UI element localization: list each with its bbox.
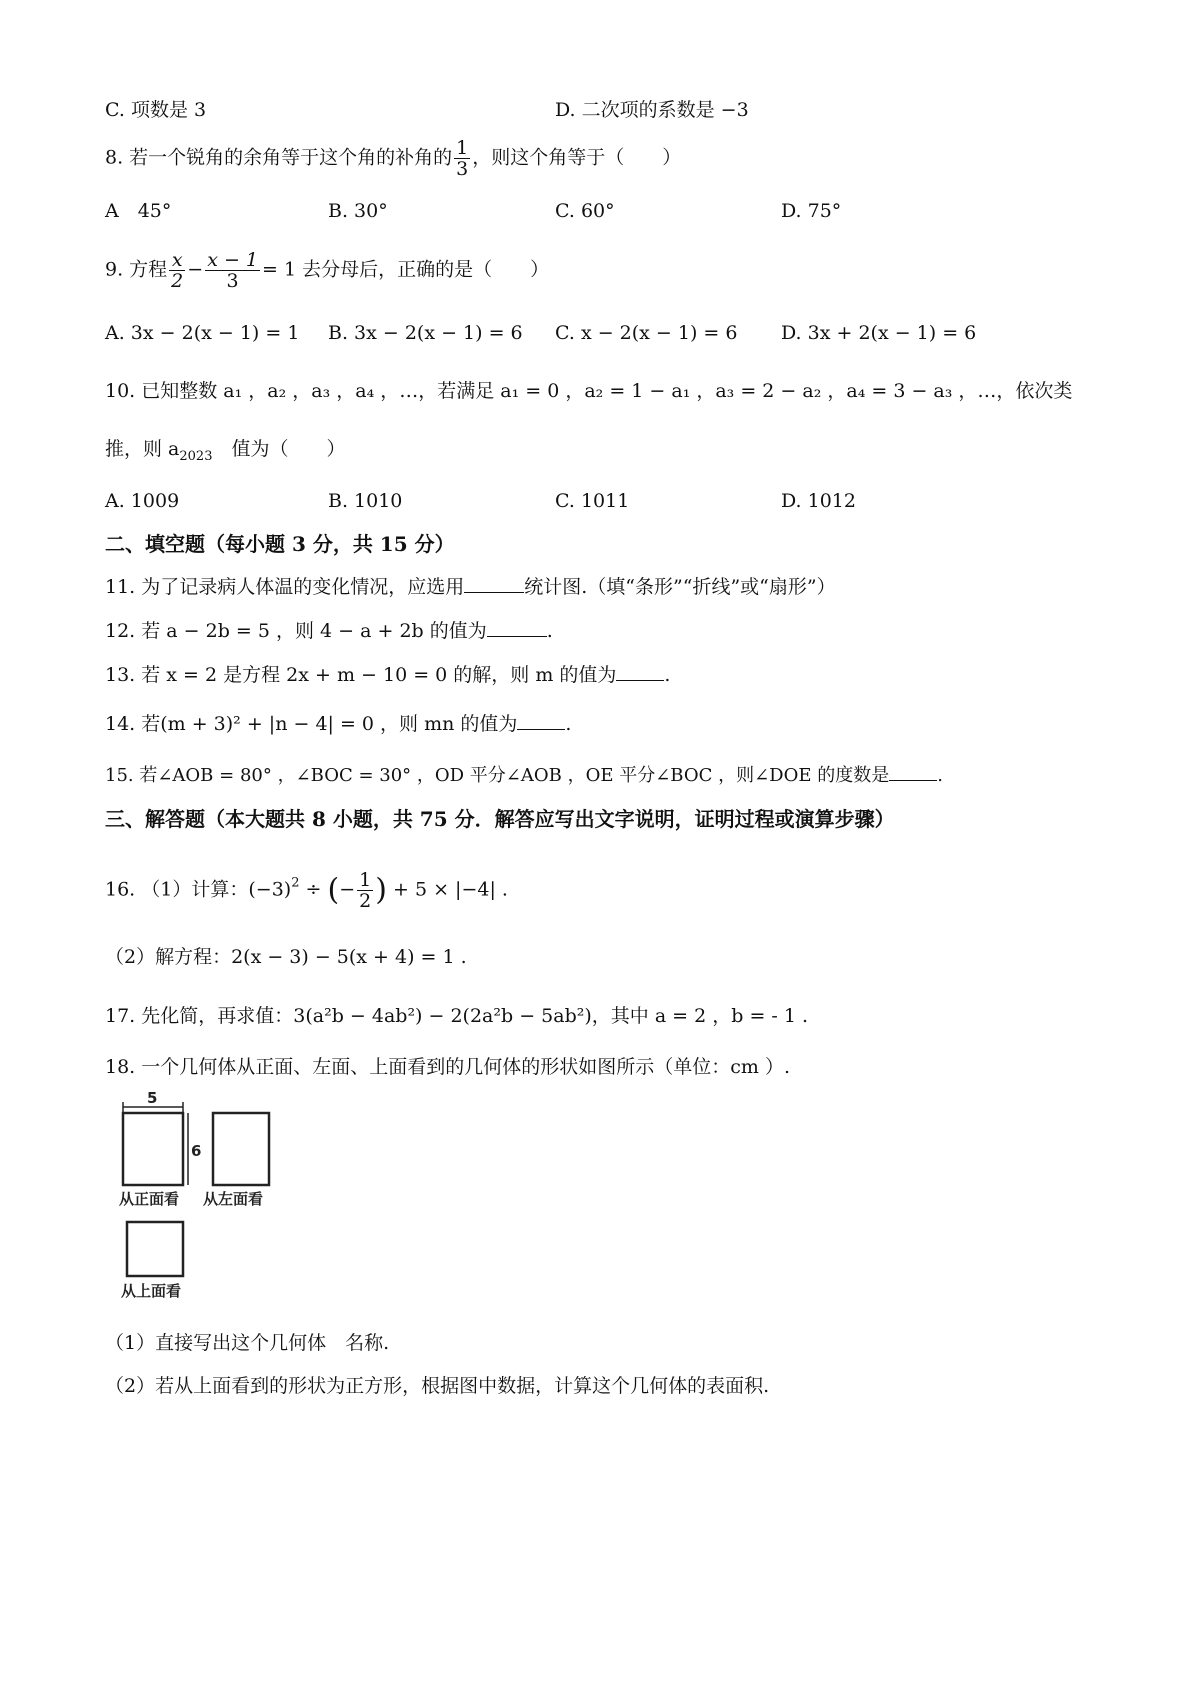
q7-option-d: D. 二次项的系数是 −3 xyxy=(555,99,749,121)
q10-option-a: A. 1009 xyxy=(105,490,180,512)
q16-p1-label: 16. （1）计算： xyxy=(105,878,249,901)
q16-frac-denominator: 2 xyxy=(359,890,372,912)
q8-frac-numerator: 1 xyxy=(456,137,469,159)
q14-tail: . xyxy=(565,713,572,735)
q18-three-views-figure xyxy=(115,1090,305,1305)
q8-option-d: D. 75° xyxy=(781,200,842,222)
q15-tail: . xyxy=(937,765,943,786)
q9-option-a: A. 3x − 2(x − 1) = 1 xyxy=(105,322,300,344)
q11-answer-blank[interactable] xyxy=(464,574,524,593)
q9-fraction-2 xyxy=(205,250,260,291)
q10-option-b: B. 1010 xyxy=(328,490,403,512)
q18-part-1: （1）直接写出这个几何体 名称. xyxy=(105,1332,390,1354)
q16-part-2: （2）解方程：2(x − 3) − 5(x + 4) = 1 . xyxy=(105,946,467,968)
q8-stem-tail: ，则这个角等于（ ） xyxy=(472,146,682,169)
q9-stem-tail: = 1 去分母后，正确的是（ ） xyxy=(262,258,550,281)
q9-option-d: D. 3x + 2(x − 1) = 6 xyxy=(781,322,977,344)
front-view-caption: 从正面看 xyxy=(119,1190,180,1208)
q10-option-d: D. 1012 xyxy=(781,490,856,512)
q12-text: 12. 若 a − 2b = 5 ，则 4 − a + 2b 的值为 xyxy=(105,620,487,642)
section-fill-in-heading: 二、填空题（每小题 3 分，共 15 分） xyxy=(105,532,455,556)
q10-line-2-text: 推，则 a xyxy=(105,438,180,460)
q9-fraction-1 xyxy=(169,250,185,291)
q10-line-2 xyxy=(105,436,345,470)
q9-option-c: C. x − 2(x − 1) = 6 xyxy=(555,322,738,344)
height-label: 6 xyxy=(191,1142,202,1160)
q18-part-2: （2）若从上面看到的形状为正方形，根据图中数据，计算这个几何体的表面积. xyxy=(105,1375,770,1397)
q9-frac2-denominator: 3 xyxy=(226,270,239,292)
section-solve-heading: 三、解答题（本大题共 8 小题，共 75 分．解答应写出文字说明，证明过程或演算步骤） xyxy=(105,807,895,831)
q13-answer-blank[interactable] xyxy=(616,662,664,681)
q10-line-2-tail: 值为（ ） xyxy=(212,438,346,460)
q12 xyxy=(105,618,553,644)
q12-answer-blank[interactable] xyxy=(487,618,547,637)
width-label: 5 xyxy=(147,1090,158,1107)
q13 xyxy=(105,662,670,688)
q11-tail: 统计图.（填“条形”“折线”或“扇形”） xyxy=(524,576,836,598)
q16-frac-numerator: 1 xyxy=(359,869,372,891)
left-view-caption: 从左面看 xyxy=(203,1190,264,1208)
q16-frac-sign: − xyxy=(339,878,356,901)
q9-stem-text: 9. 方程 xyxy=(105,258,168,281)
q16-fraction xyxy=(357,870,373,911)
q14-text: 14. 若(m + 3)² + |n − 4| = 0 ，则 mn 的值为 xyxy=(105,713,518,735)
q8-frac-denominator: 3 xyxy=(456,158,469,180)
q16-left-paren: ( xyxy=(327,872,340,908)
q14-answer-blank[interactable] xyxy=(517,711,565,730)
q9-option-b: B. 3x − 2(x − 1) = 6 xyxy=(328,322,523,344)
q8-stem-text: 8. 若一个锐角的余角等于这个角的补角的 xyxy=(105,146,453,169)
q10-subscript: 2023 xyxy=(179,449,213,464)
front-view-rect xyxy=(123,1113,183,1185)
q9-frac1-denominator: 2 xyxy=(171,270,184,292)
q10-option-c: C. 1011 xyxy=(555,490,630,512)
q16-p1-exponent: 2 xyxy=(291,875,300,891)
q9-minus: − xyxy=(187,258,204,281)
q16-p1-base: (−3) xyxy=(248,878,292,901)
q14 xyxy=(105,711,571,737)
q15 xyxy=(105,762,943,789)
q8-option-b: B. 30° xyxy=(328,200,388,222)
q8-stem xyxy=(105,138,681,179)
top-view-caption: 从上面看 xyxy=(121,1282,182,1300)
q10-line-1: 10. 已知整数 a₁ ，a₂ ，a₃ ，a₄ ，…，若满足 a₁ = 0 ，a₂ = 1 − a₁ ，a₃ = 2 − a₂ ，a₄ = 3 − a₃ ，…，依次类 xyxy=(105,380,1073,402)
q8-option-c: C. 60° xyxy=(555,200,615,222)
q9-stem xyxy=(105,250,549,291)
q13-text: 13. 若 x = 2 是方程 2x + m − 10 = 0 的解，则 m 的值为 xyxy=(105,664,617,686)
q16-p1-divide: ÷ xyxy=(305,878,322,901)
q16-p1-tail: + 5 × |−4| . xyxy=(393,878,508,901)
q16-part-1 xyxy=(105,870,508,911)
q15-answer-blank[interactable] xyxy=(889,762,937,781)
q18-stem: 18. 一个几何体从正面、左面、上面看到的几何体的形状如图所示（单位：cm ）. xyxy=(105,1056,790,1078)
q17: 17. 先化简，再求值：3(a²b − 4ab²) − 2(2a²b − 5ab²)，其中 a = 2 ，b = - 1 . xyxy=(105,1005,809,1027)
q13-tail: . xyxy=(664,664,671,686)
q8-fraction xyxy=(454,138,470,179)
q9-frac2-numerator: x − 1 xyxy=(207,249,258,271)
q9-frac1-numerator: x xyxy=(169,250,185,271)
q16-right-paren: ) xyxy=(375,872,387,908)
left-view-rect xyxy=(213,1113,269,1185)
q7-option-c: C. 项数是 3 xyxy=(105,99,207,121)
q11 xyxy=(105,574,836,600)
q11-text: 11. 为了记录病人体温的变化情况，应选用 xyxy=(105,576,465,598)
top-view-rect xyxy=(127,1222,183,1276)
q8-option-a: A 45° xyxy=(105,200,172,222)
q12-tail: . xyxy=(546,620,553,642)
q15-text: 15. 若∠AOB = 80° ，∠BOC = 30° ，OD 平分∠AOB ，OE 平分∠BOC ，则∠DOE 的度数是 xyxy=(105,765,890,786)
